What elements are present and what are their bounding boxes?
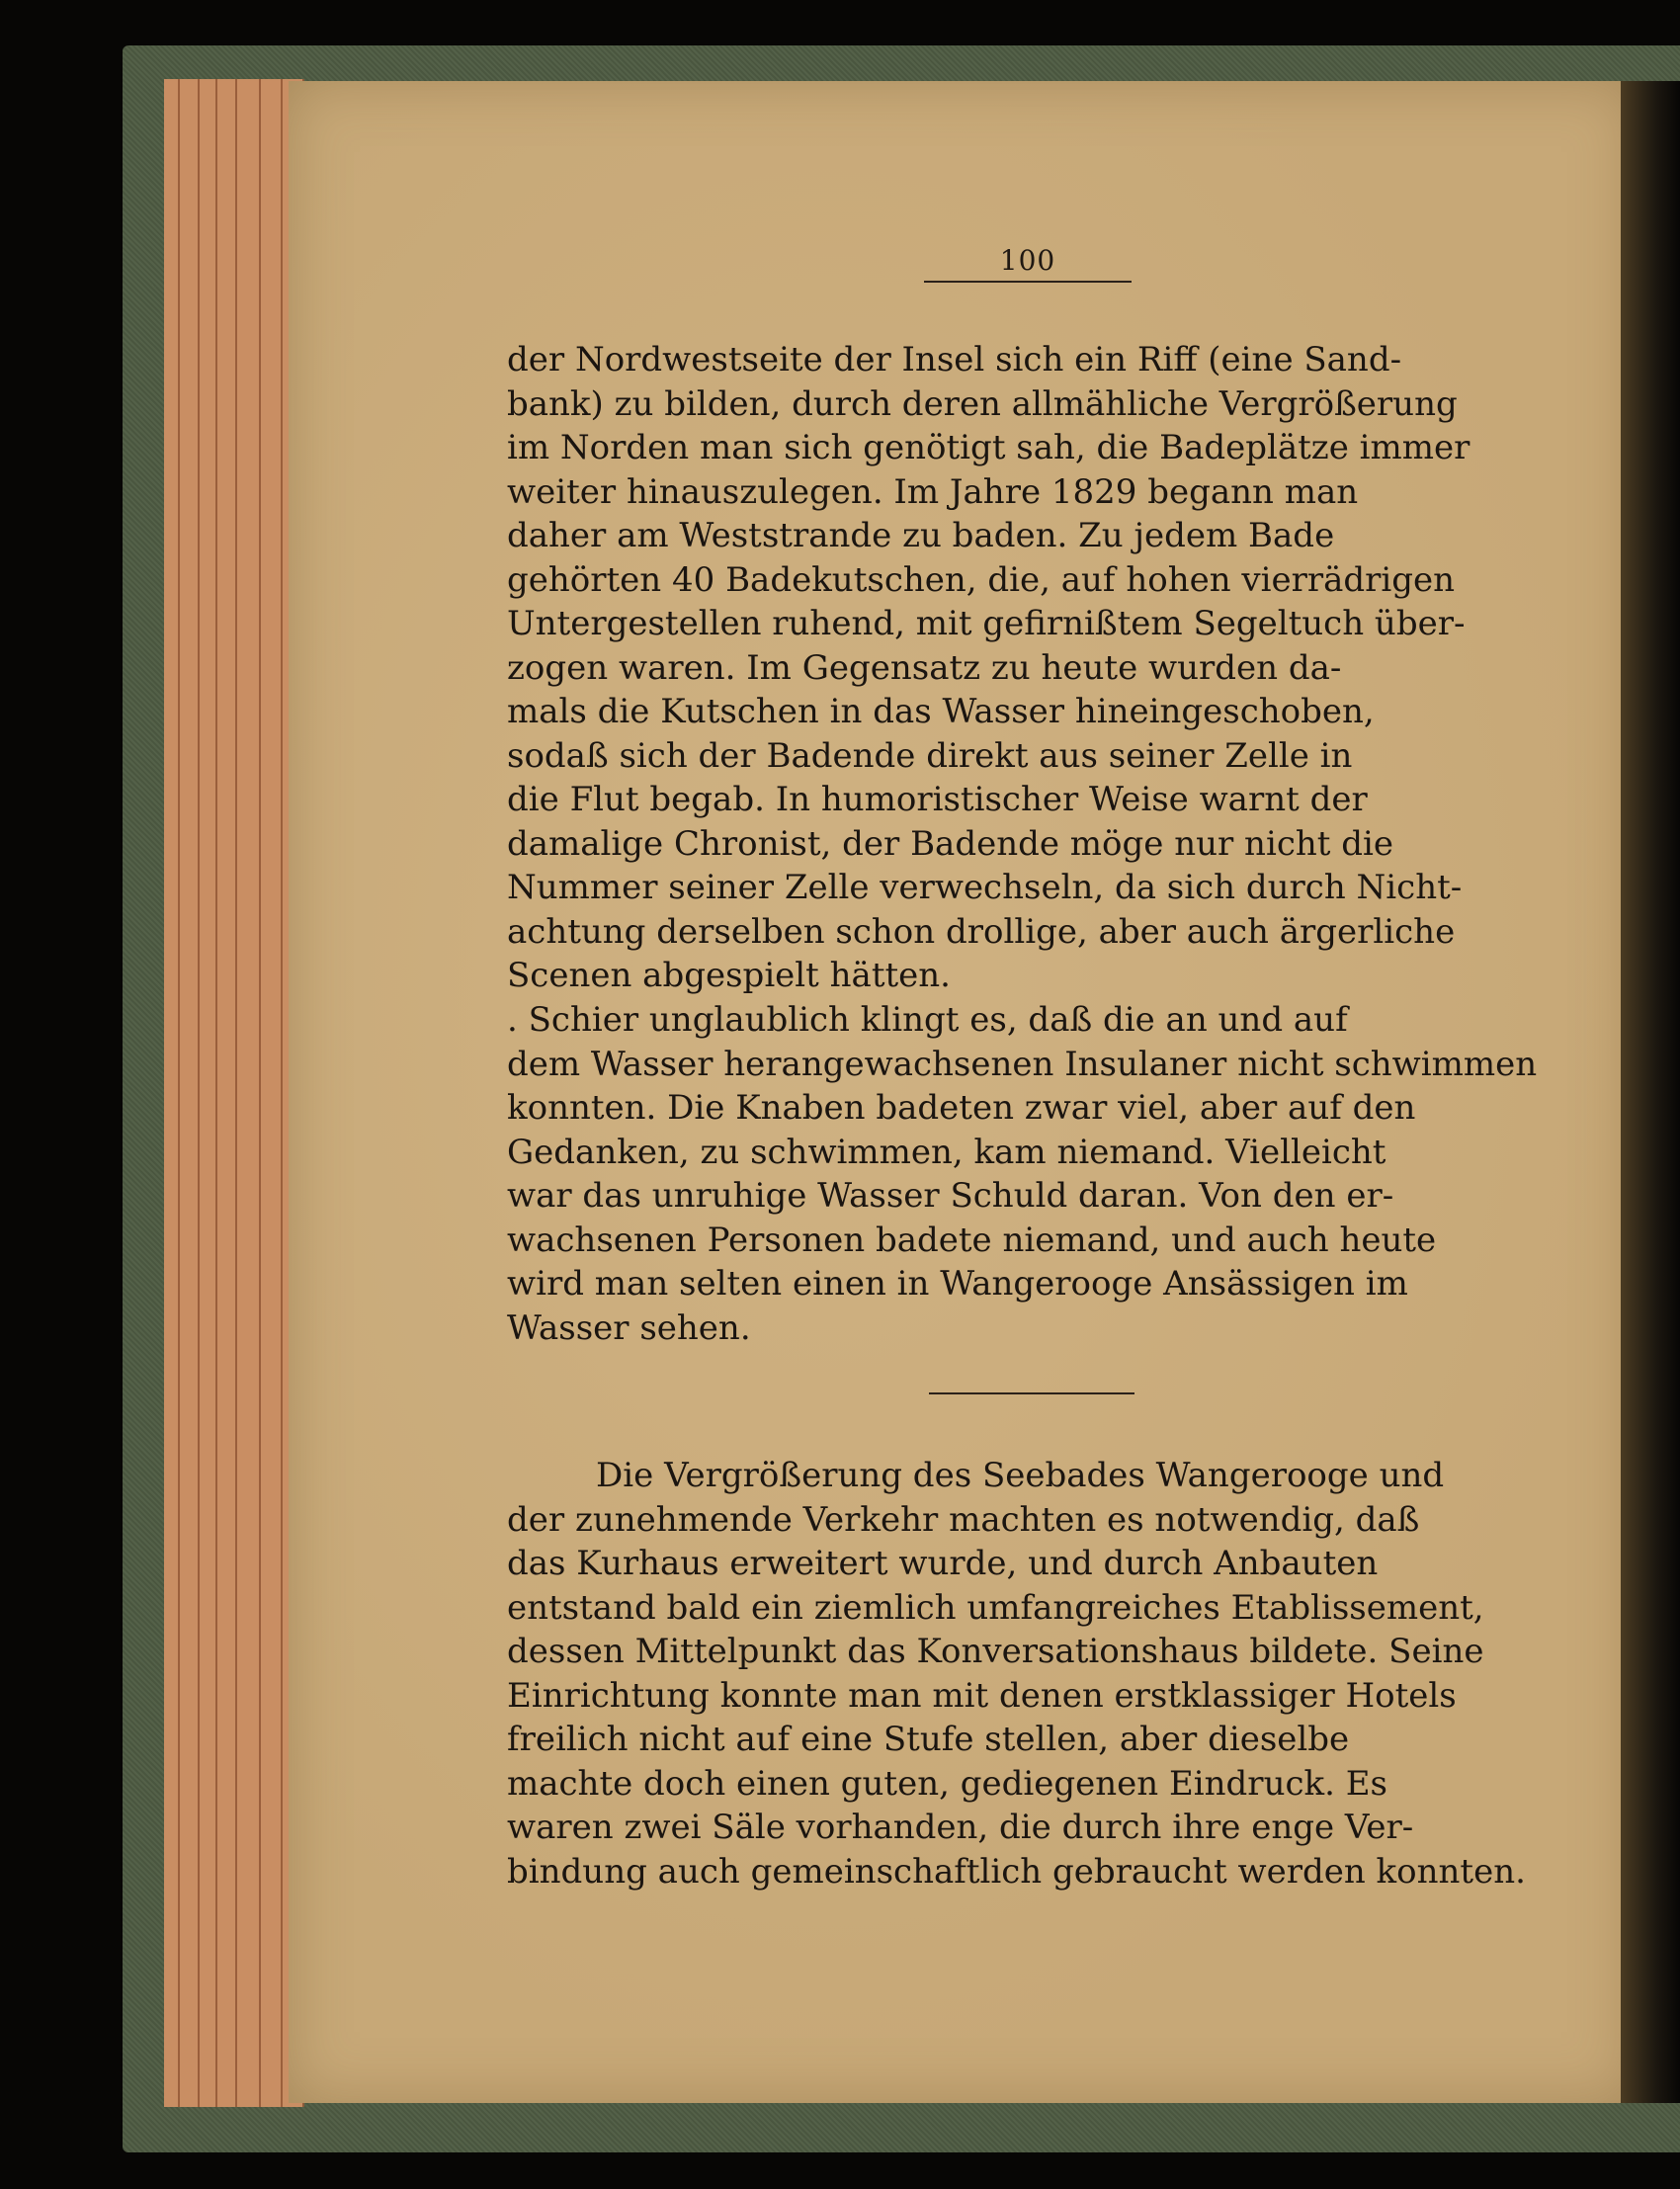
text-line: konnten. Die Knaben badeten zwar viel, aber auf den (507, 1088, 1416, 1128)
text-line: Gedanken, zu schwimmen, kam niemand. Vielleicht (507, 1132, 1386, 1172)
text-line: daher am Weststrande zu baden. Zu jedem Bade (507, 516, 1335, 555)
page-header (924, 241, 1132, 283)
section-divider (929, 1392, 1134, 1394)
page-edge-line (198, 79, 200, 2107)
text-line: . Schier unglaublich klingt es, daß die an und auf (507, 1000, 1348, 1040)
text-line: sodaß sich der Badende direkt aus seiner Zelle in (507, 735, 1353, 776)
text-line: zogen waren. Im Gegensatz zu heute wurden da- (507, 647, 1342, 688)
text-line: mals die Kutschen in das Wasser hineingeschoben, (507, 692, 1375, 731)
text-line: achtung derselben schon drollige, aber auch ärgerliche (507, 911, 1456, 952)
text-line: im Norden man sich genötigt sah, die Badeplätze immer (507, 428, 1470, 467)
text-line: machte doch einen guten, gediegenen Eindruck. Es (507, 1763, 1387, 1804)
text-line: bank) zu bilden, durch deren allmähliche Vergrößerung (507, 383, 1458, 424)
text-line: wachsenen Personen badete niemand, und auch heute (507, 1220, 1437, 1260)
text-line: Nummer seiner Zelle verwechseln, da sich durch Nicht- (507, 868, 1463, 907)
paragraph-1 (507, 338, 1554, 998)
page-number: 100 (999, 244, 1056, 277)
paragraph-2 (507, 998, 1554, 1350)
text-line: gehörten 40 Badekutschen, die, auf hohen vierrädrigen (507, 559, 1456, 600)
text-line: bindung auch gemeinschaftlich gebraucht werden konnten. (507, 1851, 1526, 1892)
page-edge-line (281, 79, 283, 2107)
page-edge-line (235, 79, 237, 2107)
text-line: Die Vergrößerung des Seebades Wangerooge und (596, 1456, 1445, 1495)
text-line: Untergestellen ruhend, mit gefirnißtem Segeltuch über- (507, 604, 1466, 643)
page-edge-line (215, 79, 217, 2107)
text-line: weiter hinauszulegen. Im Jahre 1829 begann man (507, 471, 1359, 512)
text-line: waren zwei Säle vorhanden, die durch ihre enge Ver- (507, 1808, 1414, 1847)
text-line: damalige Chronist, der Badende möge nur nicht die (507, 823, 1393, 864)
header-rule (924, 281, 1132, 283)
text-line: der zunehmende Verkehr machten es notwendig, daß (507, 1499, 1420, 1540)
text-line: der Nordwestseite der Insel sich ein Riff (eine Sand- (507, 340, 1402, 379)
text-line: das Kurhaus erweitert wurde, und durch Anbauten (507, 1544, 1379, 1583)
page-edge-line (178, 79, 180, 2107)
page-edge-line (259, 79, 261, 2107)
text-line: dessen Mittelpunkt das Konversationshaus bildete. Seine (507, 1632, 1484, 1671)
page-edges (164, 79, 304, 2107)
text-line: Scenen abgespielt hätten. (507, 956, 951, 995)
text-line: freilich nicht auf eine Stufe stellen, aber dieselbe (507, 1720, 1350, 1759)
text-line: entstand bald ein ziemlich umfangreiches Etablissement, (507, 1587, 1484, 1628)
text-line: die Flut begab. In humoristischer Weise warnt der (507, 780, 1368, 819)
text-line: war das unruhige Wasser Schuld daran. Von den er- (507, 1176, 1394, 1216)
text-line: dem Wasser herangewachsenen Insulaner nicht schwimmen (507, 1044, 1538, 1084)
paragraph-3 (507, 1454, 1554, 1894)
text-line: Einrichtung konnte man mit denen erstklassiger Hotels (507, 1675, 1457, 1716)
text-line: Wasser sehen. (507, 1307, 751, 1348)
text-line: wird man selten einen in Wangerooge Ansässigen im (507, 1264, 1408, 1304)
book-gutter (1621, 81, 1680, 2103)
